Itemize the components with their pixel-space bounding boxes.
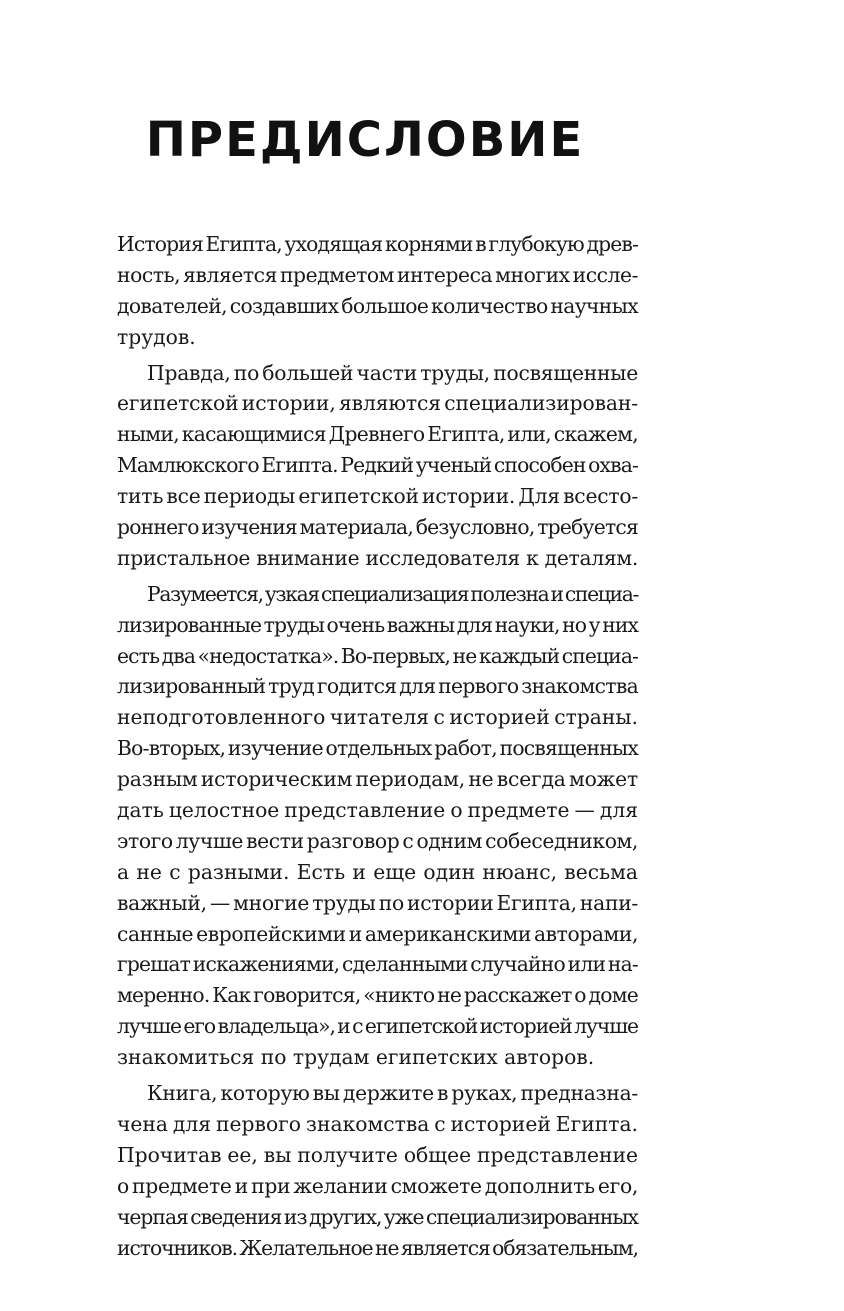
text-line: меренно. Как говорится, «никто не расскажет о доме: [117, 983, 638, 1008]
text-line: важный, — многие труды по истории Египта, напи-: [117, 890, 638, 915]
text-line: тить все периоды египетской истории. Для всесто-: [117, 484, 639, 509]
text-line: разным историческим периодам, не всегда может: [117, 767, 638, 792]
chapter-title: [0, 112, 730, 168]
text-line: дователей, создавших большое количество научных: [117, 293, 638, 318]
text-line: египетской истории, являются специализирован-: [117, 391, 639, 416]
text-line: этого лучше вести разговор с одним собеседником,: [117, 828, 638, 853]
text-line: Правда, по большей части труды, посвященные: [147, 360, 638, 385]
paragraph-1: [117, 229, 638, 353]
text-line: неподготовленного читателя с историей страны.: [117, 705, 638, 730]
text-line: знакомиться по трудам египетских авторов.: [117, 1045, 595, 1070]
text-line: лучше его владельца», и с египетской историей лучше: [117, 1014, 638, 1039]
text-line: о предмете и при желании сможете дополнить его,: [117, 1173, 638, 1198]
paragraph-2: [117, 358, 638, 574]
text-line: грешат искажениями, сделанными случайно или на-: [117, 952, 639, 977]
text-line: лизированные труды очень важны для науки, но у них: [117, 612, 638, 637]
body-text: [117, 229, 638, 1263]
text-line: лизированный труд годится для первого знакомства: [117, 674, 638, 699]
text-line: а не с разными. Есть и еще один нюанс, весьма: [117, 859, 638, 884]
text-line: есть два «недостатка». Во-первых, не каждый специа-: [117, 643, 638, 668]
text-line: ность, является предметом интереса многих иссле-: [117, 262, 638, 287]
text-line: пристальное внимание исследователя к деталям.: [117, 545, 639, 570]
paragraph-4: [117, 1078, 638, 1263]
text-line: дать целостное представление о предмете — для: [117, 798, 638, 823]
text-line: источников. Желательное не является обязательным,: [117, 1235, 639, 1260]
text-line: Книга, которую вы держите в руках, предназна-: [147, 1081, 638, 1106]
chapter-title-text: ПРЕДИСЛОВИЕ: [145, 112, 585, 168]
text-line: Разумеется, узкая специализация полезна и специа-: [147, 581, 639, 606]
text-line: ными, касающимися Древнего Египта, или, скажем,: [117, 422, 638, 447]
text-line: чена для первого знакомства с историей Египта.: [117, 1111, 638, 1136]
text-line: трудов.: [117, 324, 196, 349]
text-line: История Египта, уходящая корнями в глубокую древ-: [117, 232, 638, 256]
paragraph-3: [117, 579, 638, 1073]
text-line: санные европейскими и американскими авторами,: [117, 921, 639, 946]
text-line: Во-вторых, изучение отдельных работ, посвященных: [117, 736, 639, 761]
text-line: Прочитав ее, вы получите общее представление: [117, 1142, 639, 1167]
text-line: черпая сведения из других, уже специализированных: [117, 1204, 639, 1229]
text-line: роннего изучения материала, безусловно, требуется: [117, 515, 639, 540]
text-line: Мамлюкского Египта. Редкий ученый способен охва-: [117, 453, 638, 478]
